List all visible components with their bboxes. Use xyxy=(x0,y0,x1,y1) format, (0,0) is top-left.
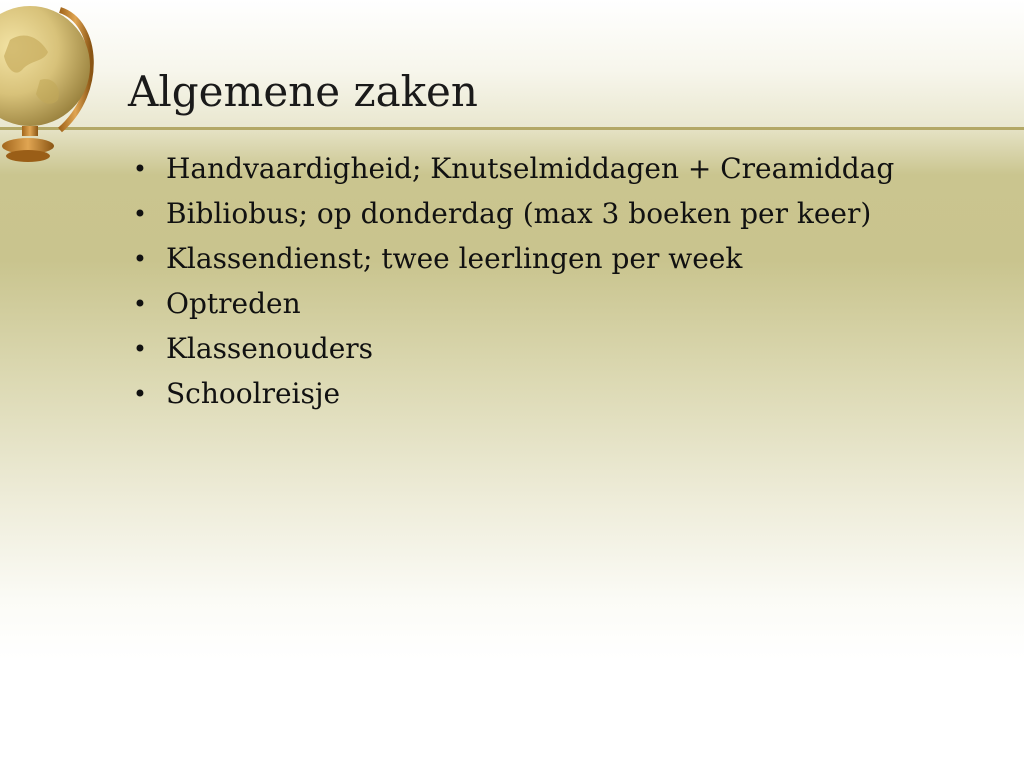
list-item-text: Schoolreisje xyxy=(166,377,341,410)
bullet-dot-icon: • xyxy=(132,245,148,273)
bullet-dot-icon: • xyxy=(132,380,148,408)
list-item-text: Handvaardigheid; Knutselmiddagen + Creamiddag xyxy=(166,152,895,185)
list-item xyxy=(128,195,958,233)
list-item xyxy=(128,375,958,413)
bullet-dot-icon: • xyxy=(132,335,148,363)
slide-title: Algemene zaken xyxy=(128,67,478,116)
bullet-dot-icon: • xyxy=(132,200,148,228)
list-item-text: Optreden xyxy=(166,287,301,320)
list-item-text: Bibliobus; op donderdag (max 3 boeken per keer) xyxy=(166,197,872,230)
bullet-dot-icon: • xyxy=(132,155,148,183)
bullet-list xyxy=(128,150,958,420)
list-item xyxy=(128,330,958,368)
list-item xyxy=(128,150,958,188)
list-item-text: Klassendienst; twee leerlingen per week xyxy=(166,242,743,275)
bullet-dot-icon: • xyxy=(132,290,148,318)
globe-icon xyxy=(0,0,100,170)
list-item-text: Klassenouders xyxy=(166,332,374,365)
list-item xyxy=(128,285,958,323)
title-divider xyxy=(0,127,1024,130)
list-item xyxy=(128,240,958,278)
